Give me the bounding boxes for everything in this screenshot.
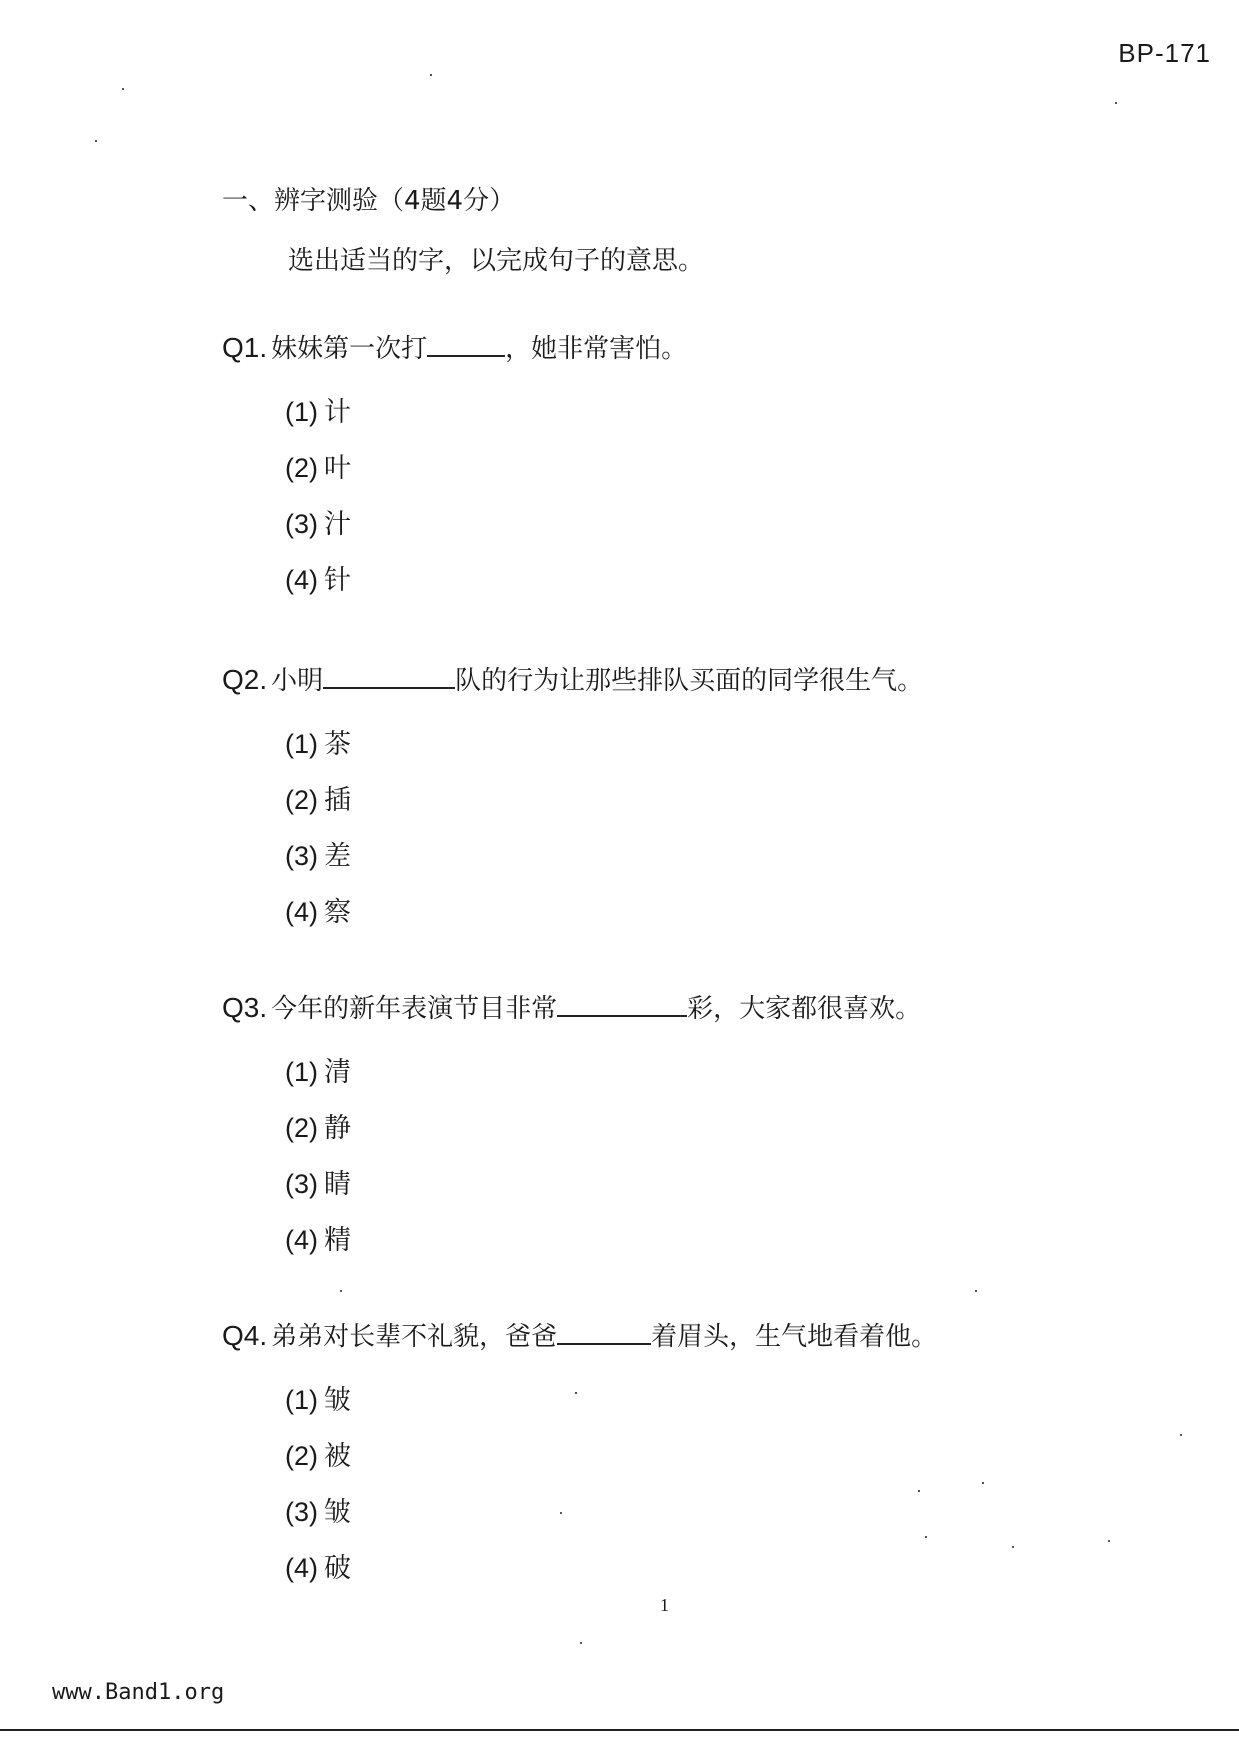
option-number: (4) (285, 897, 318, 927)
option-item (285, 496, 351, 552)
option-text: 叶 (324, 453, 351, 484)
scan-speck (918, 1490, 920, 1492)
option-text: 针 (324, 565, 351, 596)
option-item (285, 1156, 351, 1212)
options-q1 (285, 384, 351, 608)
scan-speck (982, 1482, 984, 1484)
option-item (285, 1212, 351, 1268)
option-number: (3) (285, 841, 318, 871)
option-text: 差 (324, 841, 351, 872)
answer-blank (557, 991, 687, 1017)
option-number: (3) (285, 1497, 318, 1527)
scan-speck (1012, 1546, 1014, 1548)
answer-blank (323, 663, 455, 689)
option-number: (3) (285, 509, 318, 539)
question-number: Q1. (222, 332, 268, 363)
option-text: 静 (324, 1113, 351, 1144)
scan-speck (430, 74, 432, 76)
page-number: 1 (660, 1595, 669, 1615)
option-number: (2) (285, 453, 318, 483)
website-url: www.Band1.org (52, 1680, 225, 1705)
section-instruction: 选出适当的字，以完成句子的意思。 (288, 246, 705, 276)
option-number: (3) (285, 1169, 318, 1199)
option-text: 汁 (324, 509, 351, 540)
scan-speck (1180, 1434, 1182, 1436)
option-text: 皱 (324, 1385, 351, 1416)
scan-speck (575, 1392, 577, 1394)
question-text-after: 彩，大家都很喜欢。 (687, 994, 922, 1024)
option-text: 精 (324, 1225, 351, 1256)
option-item (285, 1540, 351, 1596)
option-item (285, 884, 351, 940)
page-code: BP-171 (1118, 38, 1211, 68)
option-number: (2) (285, 1113, 318, 1143)
option-number: (4) (285, 1553, 318, 1583)
question-number: Q3. (222, 992, 268, 1023)
option-item (285, 1484, 351, 1540)
option-text: 破 (324, 1553, 351, 1584)
option-text: 计 (324, 397, 351, 428)
question-text-after: ，她非常害怕。 (505, 334, 688, 364)
option-text: 插 (324, 785, 351, 816)
question-text-before: 妹妹第一次打 (271, 334, 428, 364)
question-2 (222, 660, 923, 697)
option-number: (1) (285, 729, 318, 759)
option-text: 皱 (324, 1497, 351, 1528)
option-text: 清 (324, 1057, 351, 1088)
option-text: 睛 (324, 1169, 351, 1200)
option-item (285, 1044, 351, 1100)
question-number: Q2. (222, 664, 268, 695)
question-text-before: 今年的新年表演节目非常 (271, 994, 558, 1024)
scan-speck (925, 1536, 927, 1538)
question-text-after: 队的行为让那些排队买面的同学很生气。 (455, 666, 924, 696)
option-number: (4) (285, 565, 318, 595)
section-title: 一、辨字测验（4题4分） (222, 186, 516, 216)
option-number: (1) (285, 1057, 318, 1087)
answer-blank (427, 331, 505, 357)
option-item (285, 716, 351, 772)
question-text-before: 小明 (271, 666, 324, 696)
bottom-rule (0, 1729, 1239, 1731)
scan-speck (122, 88, 124, 90)
question-4 (222, 1316, 937, 1353)
option-text: 茶 (324, 729, 351, 760)
option-text: 被 (324, 1441, 351, 1472)
scan-speck (95, 140, 97, 142)
question-number: Q4. (222, 1320, 268, 1351)
option-item (285, 1100, 351, 1156)
question-1 (222, 328, 687, 365)
option-number: (4) (285, 1225, 318, 1255)
scan-speck (340, 1290, 342, 1292)
question-3 (222, 988, 921, 1025)
options-q3 (285, 1044, 351, 1268)
scan-speck (975, 1290, 977, 1292)
option-item (285, 828, 351, 884)
option-number: (2) (285, 785, 318, 815)
scan-speck (1115, 102, 1117, 104)
option-text: 察 (324, 897, 351, 928)
question-text-after: 着眉头，生气地看着他。 (651, 1322, 938, 1352)
options-q4 (285, 1372, 351, 1596)
scan-speck (580, 1642, 582, 1644)
option-number: (1) (285, 397, 318, 427)
option-item (285, 384, 351, 440)
answer-blank (557, 1319, 651, 1345)
option-item (285, 552, 351, 608)
option-number: (1) (285, 1385, 318, 1415)
options-q2 (285, 716, 351, 940)
option-item (285, 1372, 351, 1428)
option-number: (2) (285, 1441, 318, 1471)
question-text-before: 弟弟对长辈不礼貌，爸爸 (271, 1322, 558, 1352)
option-item (285, 1428, 351, 1484)
option-item (285, 440, 351, 496)
option-item (285, 772, 351, 828)
scan-speck (560, 1512, 562, 1514)
scan-speck (1108, 1540, 1110, 1542)
